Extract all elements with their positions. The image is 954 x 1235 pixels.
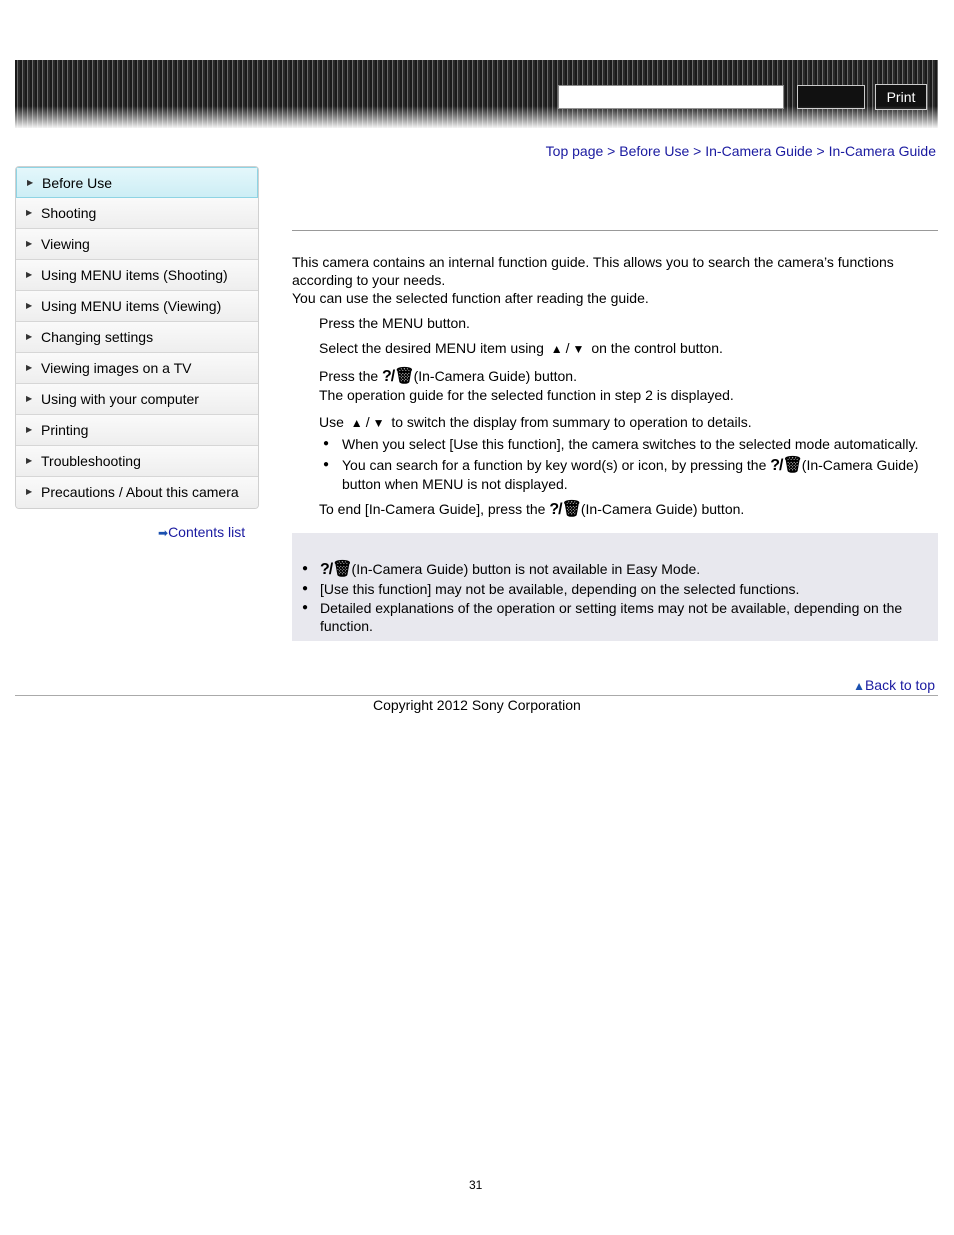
sidebar-item-label: Before Use (42, 175, 113, 191)
chevron-right-icon: ▶ (26, 456, 33, 465)
sidebar-item-changing-settings[interactable] (16, 322, 258, 353)
search-button[interactable] (797, 85, 865, 109)
title-divider (292, 230, 938, 231)
sidebar-item-label: Precautions / About this camera (41, 484, 239, 500)
sidebar-item-label: Using with your computer (41, 391, 199, 407)
sidebar-item-viewing[interactable] (16, 229, 258, 260)
sidebar-item-label: Changing settings (41, 329, 154, 345)
breadcrumb-top-page[interactable]: Top page (545, 143, 604, 159)
breadcrumb-in-camera-guide-current[interactable]: In-Camera Guide (828, 143, 936, 159)
chevron-right-icon: ▶ (26, 425, 33, 434)
sidebar-item-viewing-tv[interactable] (16, 353, 258, 384)
sidebar-nav (15, 166, 259, 509)
step-text: on the control button. (591, 340, 723, 356)
chevron-right-icon: ▶ (26, 239, 33, 248)
guide-trash-icon: ?/🗑 (770, 457, 802, 474)
down-arrow-icon: ▼ (572, 342, 585, 356)
intro-paragraph: This camera contains an internal function guide. This allows you to search the camera’s functions according to your needs. (292, 254, 894, 288)
intro-paragraph: You can use the selected function after reading the guide. (292, 290, 649, 306)
up-arrow-icon: ▲ (853, 679, 865, 693)
breadcrumb (546, 143, 936, 159)
chevron-right-icon: ▶ (26, 270, 33, 279)
chevron-right-icon: ▶ (26, 487, 33, 496)
step-text: To end [In-Camera Guide], press the (319, 501, 546, 517)
copyright-text: Copyright 2012 Sony Corporation (373, 697, 581, 713)
chevron-right-icon: ▶ (27, 178, 34, 187)
step-text: Use (319, 414, 344, 430)
chevron-right-icon: ▶ (26, 332, 33, 341)
step-4 (319, 413, 752, 432)
breadcrumb-separator: > (607, 143, 616, 159)
step-text: (In-Camera Guide) button. (413, 368, 577, 384)
notes-box (292, 533, 938, 641)
back-to-top-label: Back to top (864, 677, 935, 693)
slash-separator: / (365, 414, 370, 430)
back-to-top-link[interactable] (853, 677, 935, 693)
note-item: ● Detailed explanations of the operation or setting items may not be available, depending on the function. (302, 599, 922, 635)
down-arrow-icon: ▼ (372, 416, 385, 430)
step-3 (319, 367, 734, 404)
sidebar-item-menu-viewing[interactable] (16, 291, 258, 322)
chevron-right-icon: ▶ (26, 208, 33, 217)
sidebar-item-label: Viewing (41, 236, 90, 252)
list-item: ● When you select [Use this function], the camera switches to the selected mode automatically. (323, 435, 923, 453)
guide-trash-icon: ?/🗑 (549, 501, 581, 518)
sidebar-item-label: Shooting (41, 205, 97, 221)
slash-separator: / (565, 340, 570, 356)
sidebar-item-menu-shooting[interactable] (16, 260, 258, 291)
step-4-bullets (323, 435, 923, 496)
sidebar-item-label: Using MENU items (Shooting) (41, 267, 228, 283)
chevron-right-icon: ▶ (26, 394, 33, 403)
sidebar-item-computer[interactable] (16, 384, 258, 415)
print-button[interactable]: Print (875, 84, 927, 110)
intro-text (292, 253, 932, 307)
up-arrow-icon: ▲ (550, 342, 563, 356)
sidebar-item-precautions[interactable] (16, 477, 258, 508)
up-arrow-icon: ▲ (350, 416, 363, 430)
step-text: to switch the display from summary to operation to details. (391, 414, 752, 430)
sidebar-item-shooting[interactable] (16, 198, 258, 229)
arrow-right-icon: ➡ (158, 526, 169, 540)
breadcrumb-before-use[interactable]: Before Use (619, 143, 690, 159)
step-text: Select the desired MENU item using (319, 340, 544, 356)
breadcrumb-separator: > (816, 143, 825, 159)
step-text: (In-Camera Guide) button. (580, 501, 745, 517)
note-item: ● ?/🗑(In-Camera Guide) button is not available in Easy Mode. (302, 560, 922, 579)
guide-trash-icon: ?/🗑 (320, 561, 352, 578)
breadcrumb-in-camera-guide[interactable]: In-Camera Guide (705, 143, 813, 159)
note-item: ● [Use this function] may not be available, depending on the selected functions. (302, 580, 922, 598)
sidebar-item-label: Viewing images on a TV (41, 360, 192, 376)
notes-list (302, 560, 922, 636)
chevron-right-icon: ▶ (26, 301, 33, 310)
sidebar-item-label: Troubleshooting (41, 453, 141, 469)
contents-list-link[interactable] (158, 524, 245, 540)
step-5 (319, 500, 744, 519)
header-bar (15, 60, 938, 128)
contents-list-label: Contents list (168, 524, 246, 540)
footer-divider (15, 695, 938, 696)
step-text: The operation guide for the selected function in step 2 is displayed. (319, 387, 734, 403)
page-number: 31 (469, 1178, 483, 1192)
sidebar-item-before-use[interactable] (16, 167, 258, 198)
step-2 (319, 339, 723, 358)
step-1: Press the MENU button. (319, 315, 470, 331)
search-input[interactable] (558, 85, 784, 109)
breadcrumb-separator: > (693, 143, 702, 159)
sidebar-item-label: Printing (41, 422, 89, 438)
guide-trash-icon: ?/🗑 (382, 368, 414, 385)
sidebar-item-label: Using MENU items (Viewing) (41, 298, 222, 314)
list-item: ● You can search for a function by key word(s) or icon, by pressing the ?/🗑(In-Camera Guide) button when MENU is not displayed. (323, 456, 923, 493)
step-text: Press the (319, 368, 379, 384)
sidebar-item-printing[interactable] (16, 415, 258, 446)
chevron-right-icon: ▶ (26, 363, 33, 372)
sidebar-item-troubleshooting[interactable] (16, 446, 258, 477)
